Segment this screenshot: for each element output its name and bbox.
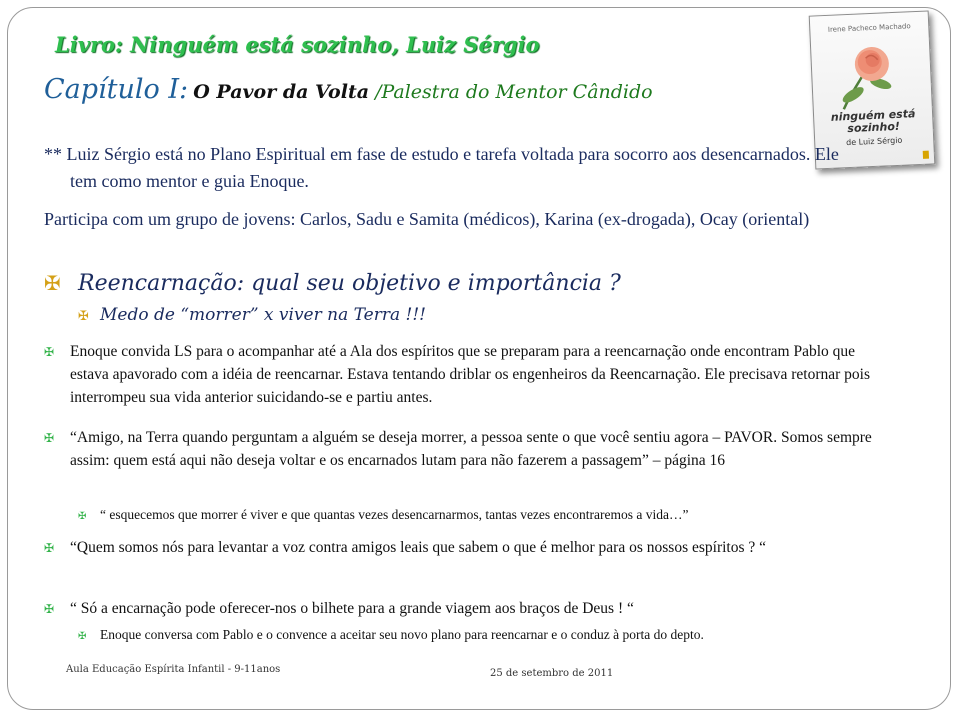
list-subitem-text: Enoque conversa com Pablo e o convence a aceitar seu novo plano para reencarnar e o conduz à porta do depto. [100, 627, 704, 642]
list-item [44, 340, 894, 409]
section-subheading-text: Medo de “morrer” x viver na Terra !!! [100, 305, 426, 325]
rose-icon [821, 36, 920, 114]
cross-icon: ✠ [78, 511, 87, 522]
list-subitem [78, 625, 878, 645]
list-item [44, 536, 894, 559]
footer-course: Aula Educação Espírita Infantil - 9-11anos [66, 664, 281, 675]
book-title: Livro: Ninguém está sozinho, Luiz Sérgio [55, 32, 540, 57]
list-subitem [78, 505, 878, 525]
section-heading-text: Reencarnação: qual seu objetivo e importância ? [78, 271, 621, 296]
cross-icon: ✠ [44, 602, 55, 616]
cross-icon: ✠ [78, 631, 87, 642]
cross-icon: ✠ [44, 345, 55, 359]
cross-icon: ✠ [44, 271, 61, 295]
chapter-subtitle: /Palestra do Mentor Cândido [369, 81, 653, 103]
publisher-logo-icon [923, 151, 929, 159]
list-item-text: “Amigo, na Terra quando perguntam a alguém se deseja morrer, a pessoa sente o que você sentiu agora – PAVOR. Somos sempre assim: quem está aqui não deseja voltar e os encarnados lutam para não fazerem a passagem” – página 16 [70, 429, 872, 469]
list-item [44, 426, 894, 472]
cover-title: ninguém está sozinho! [830, 107, 916, 136]
cover-author: Irene Pacheco Machado [827, 22, 911, 34]
group-paragraph: Participa com um grupo de jovens: Carlos, Sadu e Samita (médicos), Karina (ex-drogada), Ocay (oriental) [44, 209, 810, 229]
chapter-heading [44, 74, 653, 105]
footer-date: 25 de setembro de 2011 [490, 668, 614, 679]
list-subitem-text: “ esquecemos que morrer é viver e que quantas vezes desencarnarmos, tantas vezes encontraremos a vida…” [100, 507, 689, 522]
cross-icon: ✠ [78, 309, 89, 324]
cover-subtitle: de Luiz Sérgio [845, 135, 903, 148]
cross-icon: ✠ [44, 431, 55, 445]
list-item-text: Enoque convida LS para o acompanhar até a Ala dos espíritos que se preparam para a reencarnação onde encontram Pablo que estava apavorado com a idéia de reencarnar. Estava tentando driblar os engenheiros da Reencarnação. Ele precisava retornar pois interrompeu sua vida anterior suicidando-se e partiu antes. [70, 343, 871, 406]
section-subheading [78, 305, 426, 325]
chapter-name: O Pavor da Volta [193, 81, 370, 103]
intro-paragraph: ** Luiz Sérgio está no Plano Espiritual em fase de estudo e tarefa voltada para socorro aos desencarnados. Ele tem como mentor e guia Enoque. [44, 144, 839, 191]
list-item-text: “ Só a encarnação pode oferecer-nos o bilhete para a grande viagem aos braços de Deus ! “ [70, 600, 634, 617]
section-heading [44, 271, 621, 296]
chapter-label: Capítulo I: [44, 74, 189, 105]
list-item-text: “Quem somos nós para levantar a voz contra amigos leais que sabem o que é melhor para os nossos espíritos ? “ [70, 539, 767, 556]
cross-icon: ✠ [44, 541, 55, 555]
list-item [44, 597, 894, 620]
